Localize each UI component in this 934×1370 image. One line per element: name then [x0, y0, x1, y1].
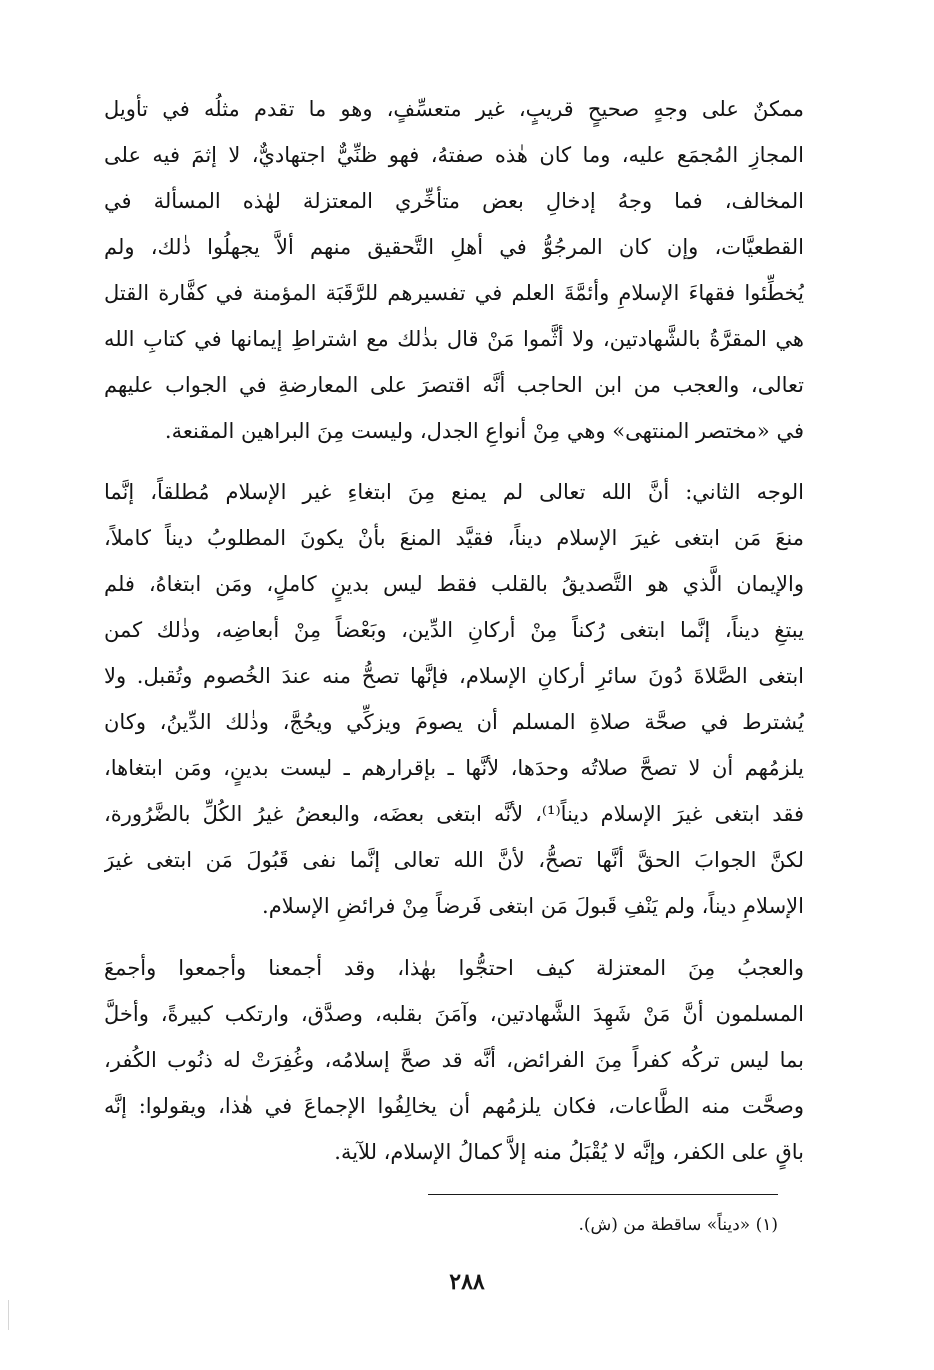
text-line: القطعيَّات، وإن كان المرجُوُّ في أهلِ التَّحقيق منهم ألاَّ يجهلُوا ذٰلك، ولم: [104, 235, 804, 259]
text-line: هي المقرَّةُ بالشَّهادتين، ولا أثَّموا مَنْ قال بذٰلك مع اشتراطِ إيمانها في كتابِ الله: [104, 327, 804, 351]
text-line: المجازِ المُجمَع عليه، وما كان هٰذه صفتهُ، فهو ظنِّيٌّ اجتهاديٌّ، لا إثمَ فيه على: [104, 143, 804, 167]
text-line: يُخطِّئوا فقهاءَ الإسلامِ وأئمَّةَ العلم في تفسيرهم للرَّقَبَة المؤمنة في كفَّارة القتل: [104, 281, 804, 305]
text-line: الوجه الثاني: أنَّ الله تعالى لم يمنع مِنَ ابتغاءِ غير الإسلام مُطلقاً، إنَّما: [104, 480, 804, 504]
text-line: والعجبُ مِنَ المعتزلة كيف احتجُّوا بهٰذا، وقد أجمعنا وأجمعوا وأجمعَ: [104, 956, 804, 980]
text-line: المسلمون أنَّ مَنْ شَهِدَ الشَّهادتين، وآمَنَ بقلبه، وصدَّق، وارتكب كبيرةً، وأخلَّ: [104, 1002, 804, 1026]
text-line: باقٍ على الكفر، وإنَّه لا يُقْبَلُ منه إلاَّ كمالُ الإسلام، للآية.: [334, 1140, 804, 1164]
footnote: (١) «ديناً» ساقطة من (ش).: [578, 1215, 778, 1235]
text-line: في «مختصر المنتهى» وهي مِنْ أنواعِ الجدل، وليست مِنَ البراهين المقنعة.: [164, 419, 804, 443]
text-line: ممكنٌ على وجهٍ صحيحٍ قريبٍ، غير متعسِّفٍ، وهو ما تقدم مثلُه في تأويل: [104, 97, 804, 121]
footnote-divider: [428, 1194, 778, 1195]
text-line: لكنَّ الجوابَ الحقَّ أنَّها تصحُّ، لأنَّ الله تعالى إنَّما نفى قَبُولَ مَن ابتغى غيرَ: [104, 848, 804, 872]
paragraph-2: [104, 469, 804, 929]
text-line: والإيمان الَّذي هو التَّصديقُ بالقلب فقط ليس بدينٍ كاملٍ، ومَن ابتغاهُ، فلم: [104, 572, 804, 596]
text-line: يلزمُهم أن لا تصحَّ صلاتُه وحدَها، لأنَّها ـ بإقرارهم ـ ليست بدينٍ، ومَن ابتغاها،: [104, 756, 804, 780]
text-line: يبتغِ ديناً، إنَّما ابتغى رُكناً مِنْ أركانِ الدِّين، وبَعْضاً مِنْ أبعاضِه، وذٰلك كمن: [104, 618, 804, 642]
text-line: بما ليس تركُه كفراً مِنَ الفرائض، أنَّه قد صحَّ إسلامُه، وغُفِرَتْ له ذنُوب الكُفر،: [104, 1048, 804, 1072]
text-line: يُشترط في صحَّة صلاةِ المسلم أن يصومَ ويزكِّي ويحُجَّ، وذٰلك الدِّينُ، وكان: [104, 710, 804, 734]
scan-margin-mark: [8, 1300, 10, 1330]
text-line: منعَ مَن ابتغى غيرَ الإسلام ديناً، فقيَّد المنعَ بأنْ يكونَ المطلوبُ ديناً كاملاً،: [104, 526, 804, 550]
text-line: الإسلامِ ديناً، ولم يَنْفِ قَبولَ مَن ابتغى فَرضاً مِنْ فرائضِ الإسلام.: [262, 894, 804, 918]
text-line: فقد ابتغى غيرَ الإسلام ديناً⁽¹⁾، لأنَّه ابتغى بعضَه، والبعضُ غيرُ الكُلِّ بالضَّرُورة،: [104, 802, 804, 826]
text-line: وصحَّت منه الطَّاعات، فكان يلزمُهم أن يخالِفُوا الإجماعَ في هٰذا، ويقولوا: إنَّه: [104, 1094, 804, 1118]
paragraph-3: [104, 945, 804, 1175]
text-line: المخالف، فما وجهُ إدخالِ بعض متأخِّري المعتزلة لهٰذه المسألة في: [104, 189, 804, 213]
text-line: ابتغى الصَّلاةَ دُونَ سائرِ أركانِ الإسلام، فإنَّها تصحُّ منه عندَ الخُصوم وتُقبل. ولا: [104, 664, 804, 688]
text-line: تعالى، والعجب من ابن الحاجب أنَّه اقتصرَ على المعارضةِ في الجواب عليهم: [104, 373, 804, 397]
paragraph-1: [104, 86, 804, 454]
page-number: ٢٨٨: [449, 1269, 485, 1295]
